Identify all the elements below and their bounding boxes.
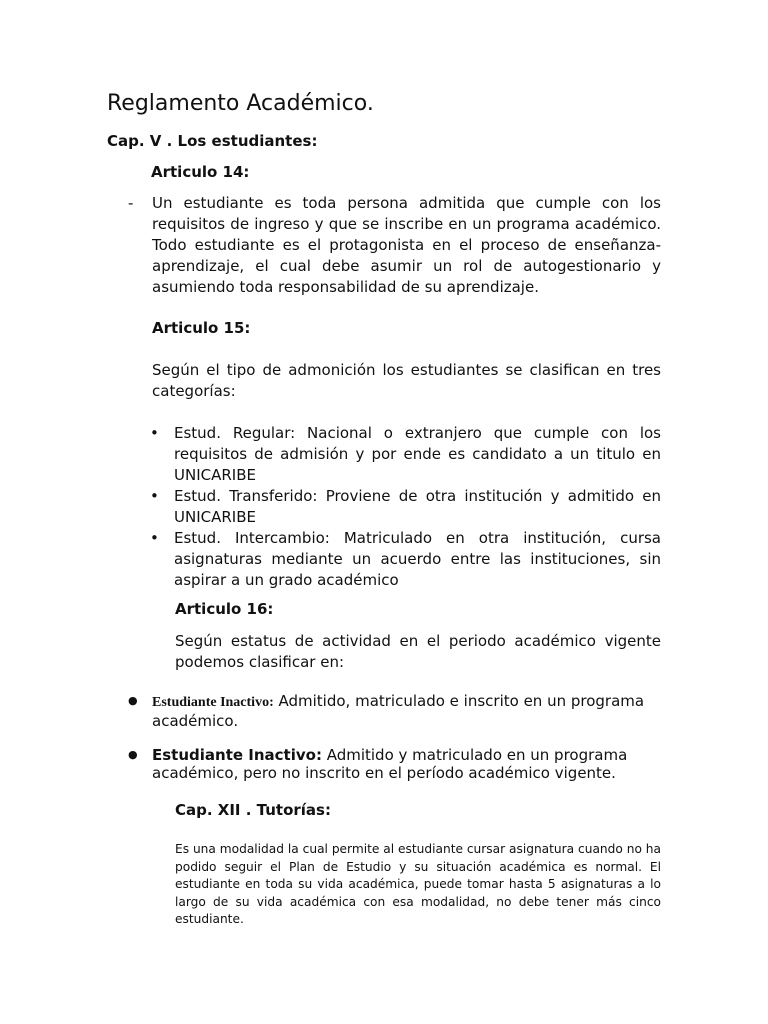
article-14-heading: Articulo 14: xyxy=(151,163,250,181)
bullet-icon: ● xyxy=(128,694,138,707)
bullet-icon: • xyxy=(150,424,159,442)
list-item-text: Estud. Intercambio: Matriculado en otra institución, cursa asignaturas mediante un acuerdo entre las instituciones, sin aspirar a un grado académico xyxy=(174,529,661,589)
chapter-v-heading: Cap. V . Los estudiantes: xyxy=(107,132,318,150)
article-15-heading: Articulo 15: xyxy=(152,319,251,337)
student-category-list xyxy=(150,423,661,591)
list-item xyxy=(150,486,661,528)
list-item-text: Estud. Transferido: Proviene de otra institución y admitido en UNICARIBE xyxy=(174,487,661,526)
list-item xyxy=(150,423,661,486)
list-item xyxy=(128,692,661,730)
status-description: Admitido y matriculado en un programa académico, pero no inscrito en el período académico vigente. xyxy=(152,746,628,782)
bullet-icon: • xyxy=(150,487,159,505)
article-16-intro: Según estatus de actividad en el periodo académico vigente podemos clasificar en: xyxy=(175,632,661,671)
list-item xyxy=(128,746,661,782)
chapter-xii-text: Es una modalidad la cual permite al estudiante cursar asignatura cuando no ha podido seguir el Plan de Estudio y su situación académica es normal. El estudiante en toda su vida académica, puede tomar hasta 5 asignaturas a lo largo de su vida académica con esa modalidad, no debe tener más cinco estudiante. xyxy=(175,842,661,926)
list-item xyxy=(150,528,661,591)
list-item-text: Estud. Regular: Nacional o extranjero que cumple con los requisitos de admisión y por ende es candidato a un titulo en UNICARIBE xyxy=(174,424,661,484)
status-label: Estudiante Inactivo: xyxy=(152,746,322,764)
article-14-text: Un estudiante es toda persona admitida que cumple con los requisitos de ingreso y que se inscribe en un programa académico. Todo estudiante es el protagonista en el proceso de enseñanza-aprendizaje, el cual debe asumir un rol de autogestionario y asumiendo toda responsabilidad de su aprendizaje. xyxy=(152,194,661,296)
dash-marker: - xyxy=(128,194,134,212)
status-description: Admitido, matriculado e inscrito en un programa académico. xyxy=(152,692,645,730)
bullet-icon: • xyxy=(150,529,159,547)
article-15-intro: Según el tipo de admonición los estudiantes se clasifican en tres categorías: xyxy=(152,361,661,400)
bullet-icon: ● xyxy=(128,748,138,761)
status-label: Estudiante Inactivo: xyxy=(152,695,274,710)
chapter-xii-heading: Cap. XII . Tutorías: xyxy=(175,801,331,819)
article-16-heading: Articulo 16: xyxy=(175,600,274,618)
document-title: Reglamento Académico. xyxy=(107,91,374,116)
